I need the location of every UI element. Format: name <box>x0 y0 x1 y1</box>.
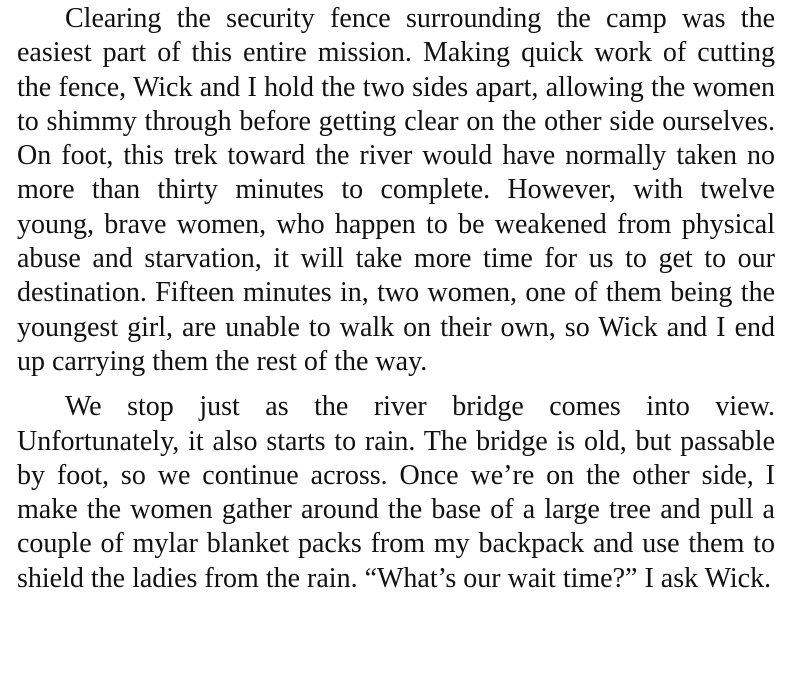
paragraph-1: Clearing the security fence surrounding the camp was the easiest part of this entire mission. Making quick work of cutting the fence, Wick and I hold the two sides apart, allowing the women to shimmy through before getting clear on the other side ourselves. On foot, this trek toward the river would have normally taken no more than thirty minutes to complete. However, with twelve young, brave women, who happen to be weakened from physical abuse and starvation, it will take more time for us to get to our destination. Fifteen minutes in, two women, one of them being the youngest girl, are unable to walk on their own, so Wick and I end up carrying them the rest of the way. <box>17 3 775 377</box>
paragraph-2: We stop just as the river bridge comes into view. Unfortunately, it also starts to rain. The bridge is old, but passable by foot, so we continue across. Once we’re on the other side, I make the women gather around the base of a large tree and pull a couple of mylar blanket packs from my backpack and use them to shield the ladies from the rain. “What’s our wait time?” I ask Wick. <box>17 391 775 594</box>
